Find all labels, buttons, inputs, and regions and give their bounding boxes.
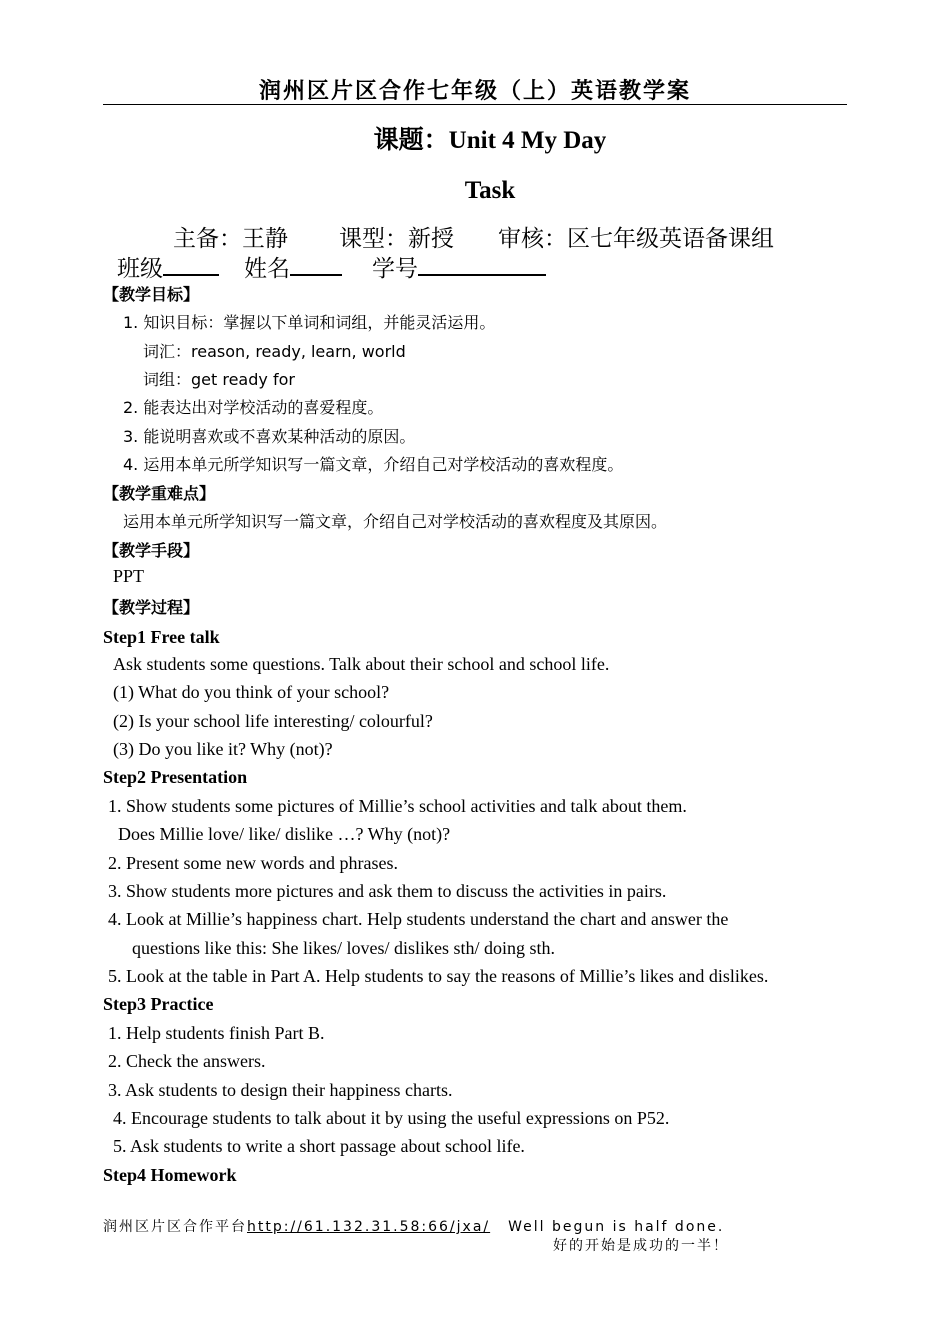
- id-blank[interactable]: [418, 250, 546, 276]
- step3-line: 4. Encourage students to talk about it by using the useful expressions on P52.: [113, 1108, 670, 1128]
- step3-line: 1. Help students finish Part B.: [108, 1023, 325, 1043]
- means-text: PPT: [113, 566, 145, 586]
- objective-phrases: 词组：get ready for: [143, 370, 295, 389]
- objectives-heading: 【教学目标】: [103, 285, 200, 304]
- footer-motto-cn: 好的开始是成功的一半！: [553, 1238, 729, 1254]
- id-label: 学号: [372, 256, 418, 282]
- objective-item: 1. 知识目标：掌握以下单词和词组，并能灵活运用。: [123, 313, 496, 332]
- process-heading: 【教学过程】: [103, 598, 200, 617]
- step1-line: (1) What do you think of your school?: [113, 682, 390, 702]
- means-heading: 【教学手段】: [103, 541, 200, 560]
- step1-line: (2) Is your school life interesting/ colourful?: [113, 711, 433, 731]
- meta-type: 课型：新授: [339, 226, 454, 252]
- objective-item: 3. 能说明喜欢或不喜欢某种活动的原因。: [123, 427, 416, 446]
- step2-line: 2. Present some new words and phrases.: [108, 853, 398, 873]
- objective-item: 2. 能表达出对学校活动的喜爱程度。: [123, 398, 384, 417]
- class-label: 班级: [117, 256, 163, 282]
- header-divider: [103, 104, 847, 105]
- step2-line: 1. Show students some pictures of Millie’s school activities and talk about them.: [108, 796, 687, 816]
- step2-line: Does Millie love/ like/ dislike …? Why (not)?: [118, 824, 451, 844]
- keypoints-text: 运用本单元所学知识写一篇文章，介绍自己对学校活动的喜欢程度及其原因。: [123, 512, 668, 531]
- document-header: 润州区片区合作七年级（上）英语教学案: [258, 79, 691, 104]
- step3-title: Step3 Practice: [103, 994, 214, 1014]
- step2-title: Step2 Presentation: [103, 767, 248, 787]
- class-field: [117, 250, 219, 283]
- step3-line: 3. Ask students to design their happiness charts.: [108, 1080, 453, 1100]
- meta-preparer: 主备：王静: [173, 226, 288, 252]
- step1-line: Ask students some questions. Talk about their school and school life.: [113, 654, 610, 674]
- step4-title: Step4 Homework: [103, 1165, 237, 1185]
- step1-line: (3) Do you like it? Why (not)?: [113, 739, 333, 759]
- step2-line: questions like this: She likes/ loves/ dislikes sth/ doing sth.: [132, 938, 556, 958]
- name-field: [244, 250, 342, 283]
- step2-line: 4. Look at Millie’s happiness chart. Help students understand the chart and answer the: [108, 909, 729, 929]
- name-label: 姓名: [244, 256, 290, 282]
- step2-line: 5. Look at the table in Part A. Help students to say the reasons of Millie’s likes and dislikes.: [108, 966, 769, 986]
- objective-vocab: 词汇：reason, ready, learn, world: [143, 342, 406, 361]
- step3-line: 5. Ask students to write a short passage about school life.: [113, 1136, 525, 1156]
- lesson-subtitle: Task: [464, 177, 516, 204]
- id-field: [372, 250, 546, 283]
- class-blank[interactable]: [163, 250, 219, 276]
- platform-link[interactable]: http://61.132.31.58:66/jxa/: [247, 1219, 491, 1235]
- meta-reviewer: 审核：区七年级英语备课组: [498, 226, 774, 252]
- step1-title: Step1 Free talk: [103, 627, 220, 647]
- step2-line: 3. Show students more pictures and ask them to discuss the activities in pairs.: [108, 881, 667, 901]
- footer-platform: 润州区片区合作平台: [103, 1219, 247, 1235]
- footer-line: [103, 1216, 724, 1236]
- lesson-title: 课题：Unit 4 My Day: [373, 127, 607, 154]
- name-blank[interactable]: [290, 250, 342, 276]
- footer-motto-en: Well begun is half done.: [508, 1219, 725, 1235]
- step3-line: 2. Check the answers.: [108, 1051, 266, 1071]
- keypoints-heading: 【教学重难点】: [103, 484, 216, 503]
- objective-item: 4. 运用本单元所学知识写一篇文章，介绍自己对学校活动的喜欢程度。: [123, 455, 624, 474]
